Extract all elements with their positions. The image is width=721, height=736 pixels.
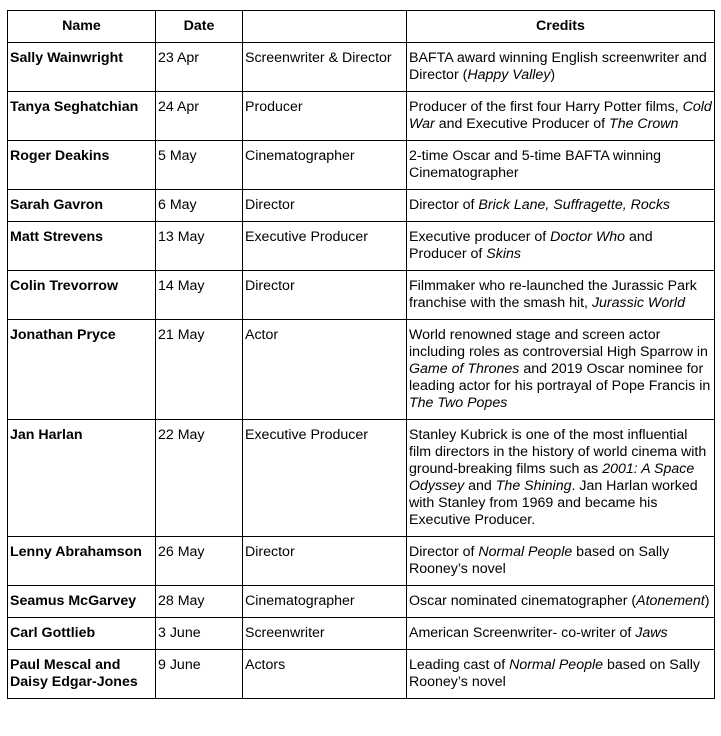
- credit-title: Cold War: [409, 99, 712, 132]
- role-cell: Director: [243, 537, 407, 586]
- credit-title: 2001: A Space Odyssey: [409, 461, 695, 494]
- credits-cell: [407, 586, 715, 618]
- role-cell: Producer: [243, 92, 407, 141]
- name-cell: Paul Mescal and Daisy Edgar-Jones: [8, 650, 156, 699]
- date-cell: 28 May: [156, 586, 243, 618]
- credit-text: and: [464, 478, 496, 494]
- credit-title: Normal People: [478, 544, 573, 560]
- credit-title: Happy Valley: [467, 67, 551, 83]
- date-cell: 6 May: [156, 190, 243, 222]
- role-cell: Actors: [243, 650, 407, 699]
- date-cell: 5 May: [156, 141, 243, 190]
- credit-text: and 2019 Oscar nominee for leading actor for his portrayal of Pope Francis in: [409, 361, 711, 394]
- credits-cell: [407, 141, 715, 190]
- name-cell: Tanya Seghatchian: [8, 92, 156, 141]
- date-cell: 21 May: [156, 320, 243, 420]
- credit-title: The Two Popes: [409, 395, 508, 411]
- credit-text: BAFTA award winning English screenwriter and Director (: [409, 50, 707, 83]
- credit-text: Oscar nominated cinematographer (: [409, 593, 637, 609]
- credit-text: and Producer of: [409, 229, 653, 262]
- credits-cell: [407, 190, 715, 222]
- name-cell: Colin Trevorrow: [8, 271, 156, 320]
- name-cell: Lenny Abrahamson: [8, 537, 156, 586]
- credits-cell: [407, 271, 715, 320]
- credit-text: ): [550, 67, 556, 83]
- name-cell: Sarah Gavron: [8, 190, 156, 222]
- credits-cell: [407, 650, 715, 699]
- role-cell: Director: [243, 190, 407, 222]
- header-credits: Credits: [407, 11, 715, 43]
- credit-text: Filmmaker who re-launched the Jurassic Park franchise with the smash hit,: [409, 278, 697, 311]
- credits-cell: [407, 92, 715, 141]
- credit-text: Producer of the first four Harry Potter films,: [409, 99, 683, 115]
- credit-title: Normal People: [509, 657, 604, 673]
- table-row: [8, 586, 715, 618]
- credit-text: ): [704, 593, 710, 609]
- credits-cell: [407, 618, 715, 650]
- date-cell: 9 June: [156, 650, 243, 699]
- credit-title: Brick Lane, Suffragette, Rocks: [478, 197, 671, 213]
- table-row: [8, 618, 715, 650]
- credits-table: [7, 10, 715, 699]
- role-cell: Actor: [243, 320, 407, 420]
- role-cell: Director: [243, 271, 407, 320]
- date-cell: 24 Apr: [156, 92, 243, 141]
- table-row: [8, 271, 715, 320]
- credit-text: Stanley Kubrick is one of the most influential film directors in the history of world cinema with ground-breaking films such as: [409, 427, 707, 477]
- credit-text: 2-time Oscar and 5-time BAFTA winning Cinematographer: [409, 148, 662, 181]
- role-cell: Cinematographer: [243, 586, 407, 618]
- name-cell: Roger Deakins: [8, 141, 156, 190]
- name-cell: Sally Wainwright: [8, 43, 156, 92]
- table-row: [8, 537, 715, 586]
- credit-title: Atonement: [636, 593, 705, 609]
- role-cell: Screenwriter: [243, 618, 407, 650]
- credit-title: The Crown: [609, 116, 679, 132]
- name-cell: Jonathan Pryce: [8, 320, 156, 420]
- credit-text: . Jan Harlan worked with Stanley from 1969 and became his Executive Producer.: [409, 478, 698, 528]
- credit-title: Jaws: [635, 625, 668, 641]
- date-cell: 22 May: [156, 420, 243, 537]
- header-date: Date: [156, 11, 243, 43]
- date-cell: 13 May: [156, 222, 243, 271]
- credits-cell: [407, 320, 715, 420]
- name-cell: Seamus McGarvey: [8, 586, 156, 618]
- credit-text: Leading cast of: [409, 657, 510, 673]
- date-cell: 26 May: [156, 537, 243, 586]
- header-row: [8, 11, 715, 43]
- table-row: [8, 650, 715, 699]
- name-cell: Matt Strevens: [8, 222, 156, 271]
- table-row: [8, 420, 715, 537]
- credit-text: American Screenwriter- co-writer of: [409, 625, 636, 641]
- credit-text: and Executive Producer of: [434, 116, 610, 132]
- role-cell: Screenwriter & Director: [243, 43, 407, 92]
- date-cell: 14 May: [156, 271, 243, 320]
- date-cell: 23 Apr: [156, 43, 243, 92]
- role-cell: Cinematographer: [243, 141, 407, 190]
- role-cell: Executive Producer: [243, 222, 407, 271]
- credit-title: Skins: [486, 246, 521, 262]
- table-row: [8, 141, 715, 190]
- table-row: [8, 43, 715, 92]
- table-row: [8, 320, 715, 420]
- credit-title: Doctor Who: [550, 229, 626, 245]
- credit-title: The Shining: [495, 478, 572, 494]
- credits-cell: [407, 420, 715, 537]
- credit-text: Director of: [409, 197, 479, 213]
- credits-cell: [407, 43, 715, 92]
- credit-text: based on Sally Rooney’s novel: [409, 657, 701, 690]
- credit-text: Director of: [409, 544, 479, 560]
- name-cell: Carl Gottlieb: [8, 618, 156, 650]
- table-row: [8, 222, 715, 271]
- credit-text: Executive producer of: [409, 229, 551, 245]
- table-row: [8, 92, 715, 141]
- credit-text: World renowned stage and screen actor including roles as controversial High Sparrow in: [409, 327, 708, 360]
- table-body: [8, 43, 715, 699]
- credits-cell: [407, 222, 715, 271]
- date-cell: 3 June: [156, 618, 243, 650]
- table-row: [8, 190, 715, 222]
- header-role: [243, 11, 407, 43]
- header-name: Name: [8, 11, 156, 43]
- name-cell: Jan Harlan: [8, 420, 156, 537]
- role-cell: Executive Producer: [243, 420, 407, 537]
- credit-text: based on Sally Rooney’s novel: [409, 544, 670, 577]
- credit-title: Jurassic World: [591, 295, 685, 311]
- credit-title: Game of Thrones: [409, 361, 520, 377]
- credits-cell: [407, 537, 715, 586]
